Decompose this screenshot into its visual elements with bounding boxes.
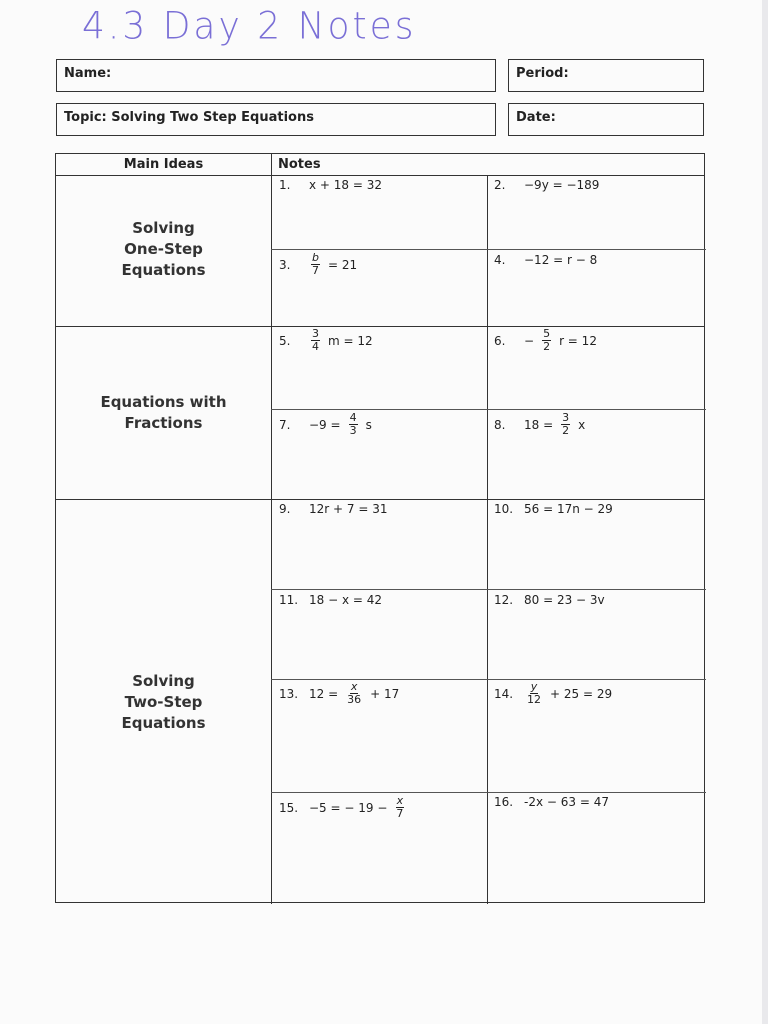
problem-number: 1.: [279, 178, 291, 192]
equation-rest: r = 12: [559, 333, 597, 348]
fraction: [542, 328, 551, 353]
problem-4: [494, 253, 597, 267]
name-label: Name:: [64, 66, 112, 81]
row-divider: [271, 409, 706, 410]
problem-15: [279, 795, 406, 820]
problem-10: [494, 502, 613, 516]
problem-number: 12.: [494, 593, 514, 607]
section-one-step: [56, 218, 271, 281]
problem-14: [494, 681, 612, 706]
problem-number: 11.: [279, 593, 299, 607]
denominator: 12: [527, 693, 541, 706]
page-title: 4.3 Day 2 Notes: [82, 4, 417, 49]
equation: 18 − x = 42: [309, 593, 383, 607]
main-ideas-header: Main Ideas: [123, 157, 204, 172]
equation-prefix: −5 = − 19 −: [309, 800, 388, 815]
problem-11: [279, 593, 382, 607]
problem-16: [494, 795, 609, 809]
fraction: [561, 412, 570, 437]
equation-rest: = 21: [328, 257, 358, 272]
numerator: 4: [349, 411, 357, 424]
problem-6: [494, 328, 597, 353]
fraction: [395, 795, 404, 820]
denominator: 3: [349, 424, 357, 437]
equation-rest: + 25 = 29: [550, 686, 613, 701]
problem-number: 14.: [494, 686, 514, 701]
problem-number: 10.: [494, 502, 514, 516]
equation-prefix: −9 =: [309, 417, 341, 432]
fraction: [311, 252, 320, 277]
row-divider: [271, 679, 706, 680]
problem-9: [279, 502, 387, 516]
table-header-row: [56, 154, 704, 176]
row-divider: [271, 589, 706, 590]
fraction: [526, 681, 542, 706]
name-field[interactable]: [56, 59, 496, 92]
problem-number: 3.: [279, 257, 291, 272]
fraction: [349, 412, 358, 437]
numerator: x: [396, 794, 404, 807]
numerator: y: [530, 680, 538, 693]
equation: 56 = 17n − 29: [524, 502, 613, 516]
denominator: 7: [312, 264, 319, 277]
equation-rest: m = 12: [328, 333, 373, 348]
problem-3: [279, 252, 357, 277]
denominator: 4: [312, 340, 319, 353]
row-divider: [271, 792, 706, 793]
problem-number: 6.: [494, 333, 506, 348]
problem-8: [494, 412, 585, 437]
equation-rest: s: [365, 417, 372, 432]
equation-prefix: 18 =: [524, 417, 554, 432]
problem-7: [279, 412, 372, 437]
problem-number: 13.: [279, 686, 299, 701]
section-line: Two-Step: [124, 693, 203, 711]
problem-2: [494, 178, 599, 192]
notes-header: Notes: [278, 157, 321, 172]
problem-number: 15.: [279, 800, 299, 815]
page-edge: [762, 0, 768, 1024]
denominator: 2: [562, 424, 570, 437]
problem-13: [279, 681, 399, 706]
equation: 80 = 23 − 3v: [524, 593, 605, 607]
equation-prefix: −: [524, 333, 535, 348]
equation: −12 = r − 8: [524, 253, 598, 267]
section-divider: [56, 499, 704, 500]
numerator: b: [312, 251, 319, 264]
fraction: [346, 681, 362, 706]
equation-rest: x: [578, 417, 586, 432]
section-line: Equations: [121, 714, 206, 732]
equation: −9y = −189: [524, 178, 600, 192]
date-label: Date:: [516, 110, 556, 125]
notes-divider: [487, 176, 488, 904]
topic-box: [56, 103, 496, 136]
problem-1: [279, 178, 382, 192]
numerator: 3: [312, 327, 319, 340]
numerator: 5: [543, 327, 551, 340]
problem-number: 5.: [279, 333, 291, 348]
equation: x + 18 = 32: [309, 178, 383, 192]
problem-12: [494, 593, 605, 607]
section-line: Fractions: [124, 414, 203, 432]
notes-table: [55, 153, 705, 903]
section-line: Equations with: [100, 393, 227, 411]
problem-number: 9.: [279, 502, 291, 516]
denominator: 2: [543, 340, 551, 353]
date-field[interactable]: [508, 103, 704, 136]
denominator: 36: [347, 693, 362, 706]
problem-number: 7.: [279, 417, 291, 432]
section-two-step: [56, 671, 271, 734]
topic-label: Topic: Solving Two Step Equations: [64, 110, 314, 125]
equation-prefix: 12 =: [309, 686, 339, 701]
period-field[interactable]: [508, 59, 704, 92]
section-line: One-Step: [124, 240, 203, 258]
problem-number: 16.: [494, 795, 514, 809]
numerator: 3: [562, 411, 570, 424]
section-line: Solving: [132, 672, 195, 690]
problem-number: 4.: [494, 253, 506, 267]
period-label: Period:: [516, 66, 569, 81]
section-divider: [56, 326, 704, 327]
section-fractions: [56, 392, 271, 434]
numerator: x: [350, 680, 358, 693]
row-divider: [271, 249, 706, 250]
equation: -2x − 63 = 47: [524, 795, 609, 809]
equation: 12r + 7 = 31: [309, 502, 388, 516]
section-line: Equations: [121, 261, 206, 279]
problem-5: [279, 328, 373, 353]
fraction: [311, 328, 320, 353]
problem-number: 8.: [494, 417, 506, 432]
denominator: 7: [396, 807, 404, 820]
equation-rest: + 17: [370, 686, 400, 701]
problem-number: 2.: [494, 178, 506, 192]
section-line: Solving: [132, 219, 195, 237]
